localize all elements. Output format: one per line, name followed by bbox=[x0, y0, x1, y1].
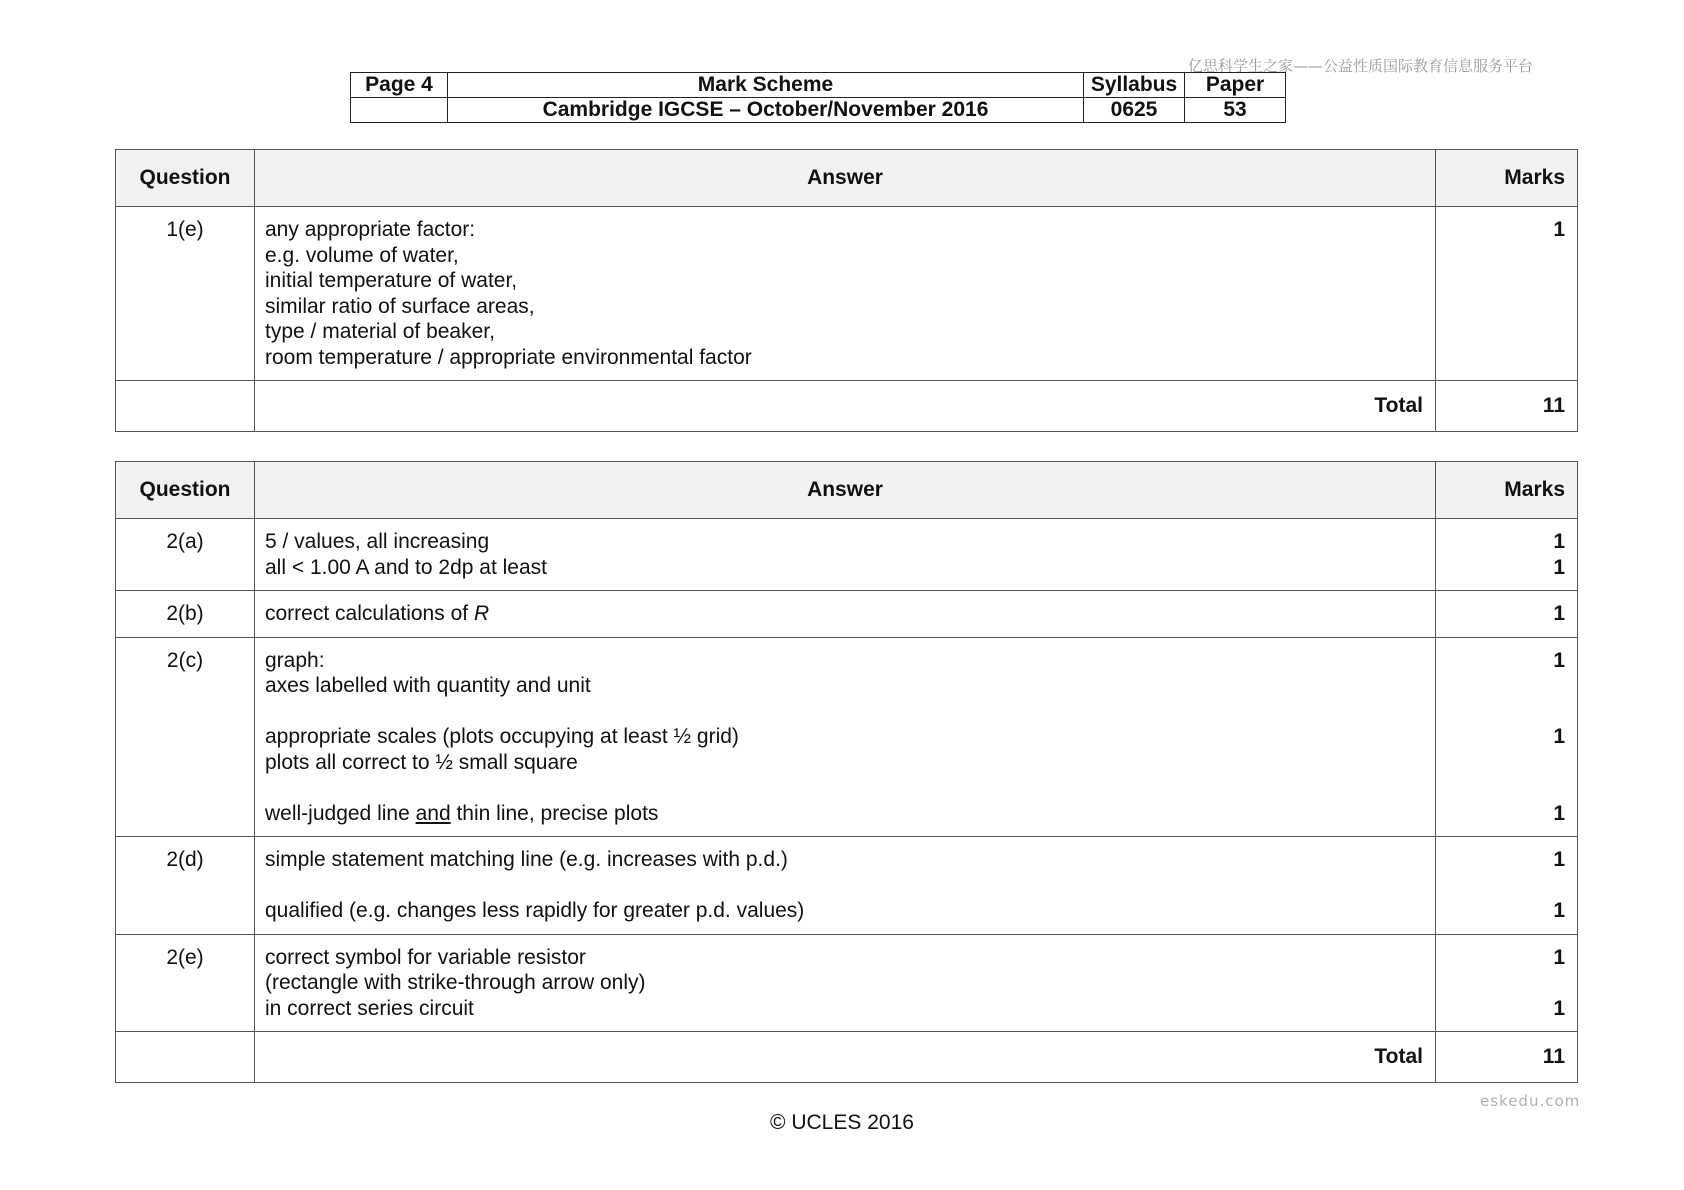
answer-cell bbox=[255, 591, 1436, 638]
answer-text: thin line, precise plots bbox=[450, 801, 659, 825]
mark-scheme-table-1 bbox=[115, 149, 1578, 432]
answer-line: correct symbol for variable resistor bbox=[265, 945, 586, 969]
answer-line: (rectangle with strike-through arrow only) bbox=[265, 971, 646, 994]
answer-line: room temperature / appropriate environmental factor bbox=[265, 345, 752, 369]
answer-line: all < 1.00 A and to 2dp at least bbox=[265, 555, 547, 579]
question-header: Question bbox=[116, 150, 255, 207]
underlined-word: and bbox=[415, 801, 451, 825]
watermark-url: eskedu.com bbox=[1480, 1092, 1581, 1110]
mark-value: 1 bbox=[1553, 945, 1565, 969]
answer-line bbox=[265, 601, 1423, 627]
copyright-footer: © UCLES 2016 bbox=[770, 1111, 914, 1134]
table-row bbox=[116, 637, 1578, 837]
answer-line: appropriate scales (plots occupying at least ½ grid) bbox=[265, 725, 739, 748]
question-number: 2(d) bbox=[116, 837, 255, 935]
marks-cell bbox=[1436, 934, 1578, 1032]
answer-cell bbox=[255, 519, 1436, 591]
document-header bbox=[350, 72, 1286, 123]
answer-line: any appropriate factor: bbox=[265, 218, 476, 241]
mark-value: 1 bbox=[1553, 996, 1565, 1020]
answer-line: e.g. volume of water, bbox=[265, 243, 459, 267]
page-number-empty bbox=[351, 98, 448, 123]
answer-line: plots all correct to ½ small square bbox=[265, 750, 578, 774]
answer-cell bbox=[255, 837, 1436, 935]
total-row bbox=[116, 381, 1578, 432]
mark-value: 1 bbox=[1553, 848, 1565, 871]
question-number: 1(e) bbox=[116, 207, 255, 381]
answer-header: Answer bbox=[255, 462, 1436, 519]
answer-line: similar ratio of surface areas, bbox=[265, 294, 535, 318]
mark-value: 1 bbox=[1553, 801, 1565, 825]
table-row bbox=[116, 207, 1578, 381]
total-empty-cell bbox=[116, 1032, 255, 1083]
answer-line: 5 / values, all increasing bbox=[265, 530, 490, 553]
answer-line: qualified (e.g. changes less rapidly for greater p.d. values) bbox=[265, 899, 805, 922]
syllabus-label: Syllabus bbox=[1084, 73, 1185, 98]
document-subtitle: Cambridge IGCSE – October/November 2016 bbox=[448, 98, 1084, 123]
answer-line: initial temperature of water, bbox=[265, 269, 518, 292]
total-label: Total bbox=[255, 381, 1436, 432]
total-row bbox=[116, 1032, 1578, 1083]
question-number: 2(a) bbox=[116, 519, 255, 591]
answer-line bbox=[265, 801, 1423, 827]
answer-cell bbox=[255, 934, 1436, 1032]
question-number: 2(b) bbox=[116, 591, 255, 638]
answer-line: axes labelled with quantity and unit bbox=[265, 674, 591, 697]
question-number: 2(c) bbox=[116, 637, 255, 837]
answer-line: graph: bbox=[265, 648, 325, 672]
answer-text: correct calculations of bbox=[265, 602, 474, 625]
answer-line: type / material of beaker, bbox=[265, 320, 495, 343]
marks-cell: 1 bbox=[1436, 207, 1578, 381]
table-header-row bbox=[116, 150, 1578, 207]
resistance-symbol: R bbox=[473, 602, 490, 625]
table-header-row bbox=[116, 462, 1578, 519]
marks-cell: 1 bbox=[1436, 591, 1578, 638]
table-row bbox=[116, 837, 1578, 935]
answer-line: in correct series circuit bbox=[265, 996, 474, 1020]
marks-header: Marks bbox=[1436, 150, 1578, 207]
answer-cell bbox=[255, 207, 1436, 381]
paper-label: Paper bbox=[1185, 73, 1286, 98]
marks-cell bbox=[1436, 519, 1578, 591]
answer-text: well-judged line bbox=[265, 801, 416, 825]
answer-header: Answer bbox=[255, 150, 1436, 207]
marks-cell bbox=[1436, 837, 1578, 935]
paper-number: 53 bbox=[1185, 98, 1286, 123]
mark-value: 1 bbox=[1553, 530, 1565, 553]
watermark-chinese: 亿思科学生之家——公益性质国际教育信息服务平台 bbox=[1188, 57, 1534, 75]
total-value: 11 bbox=[1436, 1032, 1578, 1083]
total-label: Total bbox=[255, 1032, 1436, 1083]
mark-value: 1 bbox=[1553, 725, 1565, 748]
total-empty-cell bbox=[116, 381, 255, 432]
marks-cell bbox=[1436, 637, 1578, 837]
table-row bbox=[116, 519, 1578, 591]
question-header: Question bbox=[116, 462, 255, 519]
table-row bbox=[116, 934, 1578, 1032]
mark-scheme-table-2 bbox=[115, 461, 1578, 1083]
syllabus-code: 0625 bbox=[1084, 98, 1185, 123]
document-title: Mark Scheme bbox=[448, 73, 1084, 98]
total-value: 11 bbox=[1436, 381, 1578, 432]
answer-line: simple statement matching line (e.g. increases with p.d.) bbox=[265, 848, 788, 871]
page-number: Page 4 bbox=[351, 73, 448, 98]
mark-value: 1 bbox=[1553, 555, 1565, 579]
table-row bbox=[116, 591, 1578, 638]
question-number: 2(e) bbox=[116, 934, 255, 1032]
mark-value: 1 bbox=[1553, 899, 1565, 922]
marks-header: Marks bbox=[1436, 462, 1578, 519]
answer-cell bbox=[255, 637, 1436, 837]
mark-value: 1 bbox=[1553, 648, 1565, 672]
